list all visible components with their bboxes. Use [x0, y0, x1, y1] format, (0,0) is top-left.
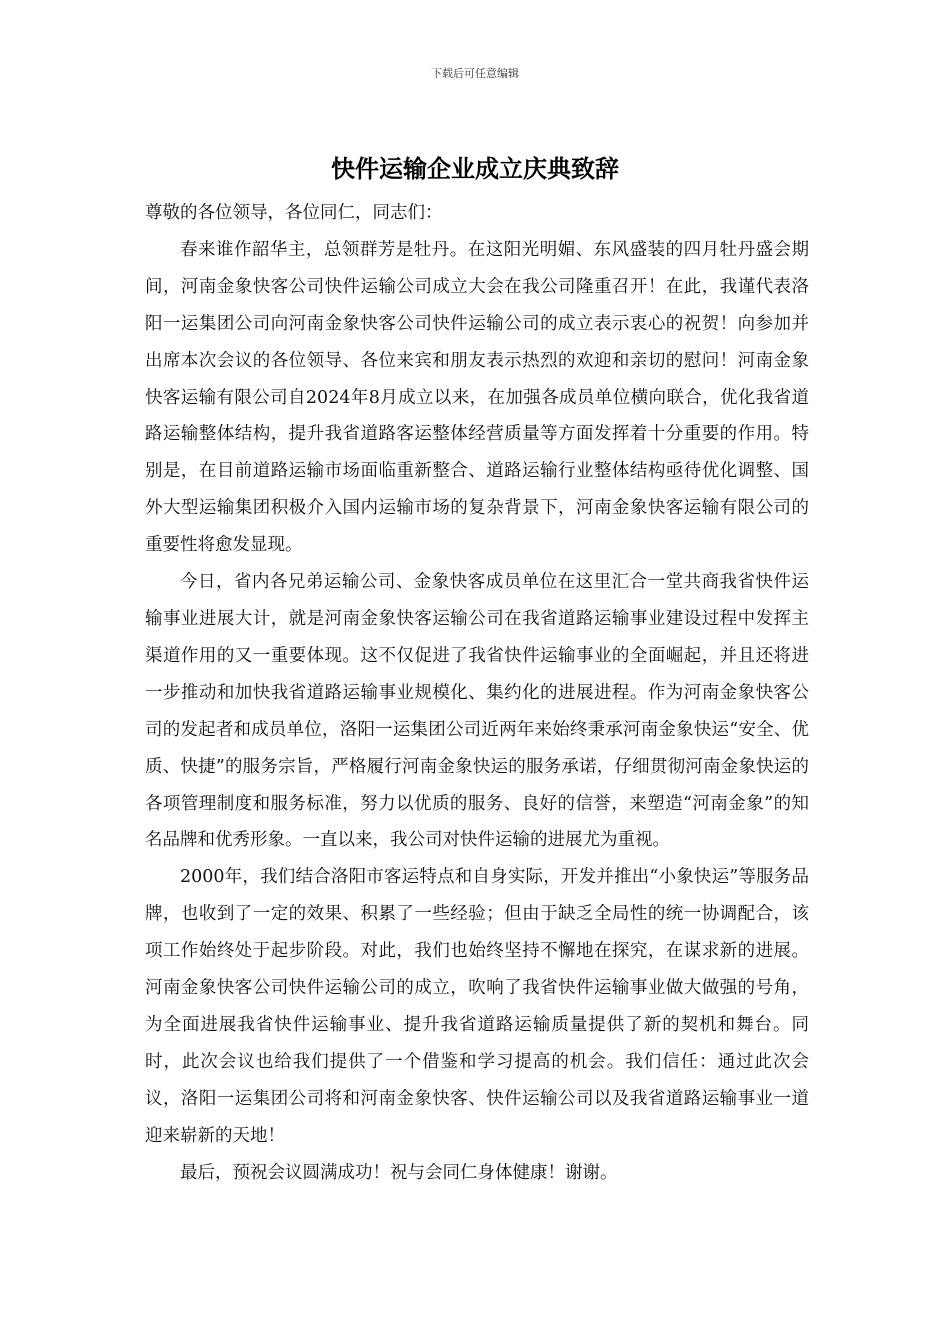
paragraph-2: 今日，省内各兄弟运输公司、金象快客成员单位在这里汇合一堂共商我省快件运输事业进展大计，就是河南金象快客运输公司在我省道路运输事业建设过程中发挥主渠道作用的又一重要体现。这不仅促进了我省快件运输事业的全面崛起，并且还将进一步推动和加快我省道路运输事业规模化、集约化的进展进程。作为河南金象快客公司的发起者和成员单位，洛阳一运集团公司近两年来始终秉承河南金象快运“安全、优质、快捷”的服务宗旨，严格履行河南金象快运的服务承诺，仔细贯彻河南金象快运的各项管理制度和服务标准，努力以优质的服务、良好的信誉，来塑造“河南金象”的知名品牌和优秀形象。一直以来，我公司对快件运输的进展尤为重视。: [145, 572, 809, 851]
page-header-note: 下载后可任意编辑: [431, 67, 519, 80]
paragraph-1: 春来谁作韶华主，总领群芳是牡丹。在这阳光明媚、东风盛装的四月牡丹盛会期间，河南金象快客公司快件运输公司成立大会在我公司隆重召开！在此，我谨代表洛阳一运集团公司向河南金象快客公司快件运输公司的成立表示衷心的祝贺！向参加并出席本次会议的各位领导、各位来宾和朋友表示热烈的欢迎和亲切的慰问！河南金象快客运输有限公司自2024年8月成立以来，在加强各成员单位横向联合，优化我省道路运输整体结构，提升我省道路客运整体经营质量等方面发挥着十分重要的作用。特别是，在目前道路运输市场面临重新整合、道路运输行业整体结构亟待优化调整、国外大型运输集团积极介入国内运输市场的复杂背景下，河南金象快客运输有限公司的重要性将愈发显现。: [145, 239, 809, 556]
paragraph-3: 2000年，我们结合洛阳市客运特点和自身实际，开发并推出“小象快运”等服务品牌，也收到了一定的效果、积累了一些经验；但由于缺乏全局性的统一协调配合，该项工作始终处于起步阶段。对此，我们也始终坚持不懈地在探究，在谋求新的进展。河南金象快客公司快件运输公司的成立，吹响了我省快件运输事业做大做强的号角，为全面进展我省快件运输事业、提升我省道路运输质量提供了新的契机和舞台。同时，此次会议也给我们提供了一个借鉴和学习提高的机会。我们信任：通过此次会议，洛阳一运集团公司将和河南金象快客、快件运输公司以及我省道路运输事业一道迎来崭新的天地！: [145, 867, 809, 1146]
paragraph-4: 最后，预祝会议圆满成功！祝与会同仁身体健康！谢谢。: [180, 1162, 618, 1183]
salutation: 尊敬的各位领导，各位同仁，同志们：: [145, 203, 443, 223]
document-title: 快件运输企业成立庆典致辞: [331, 155, 619, 183]
document-body: [145, 195, 809, 1191]
